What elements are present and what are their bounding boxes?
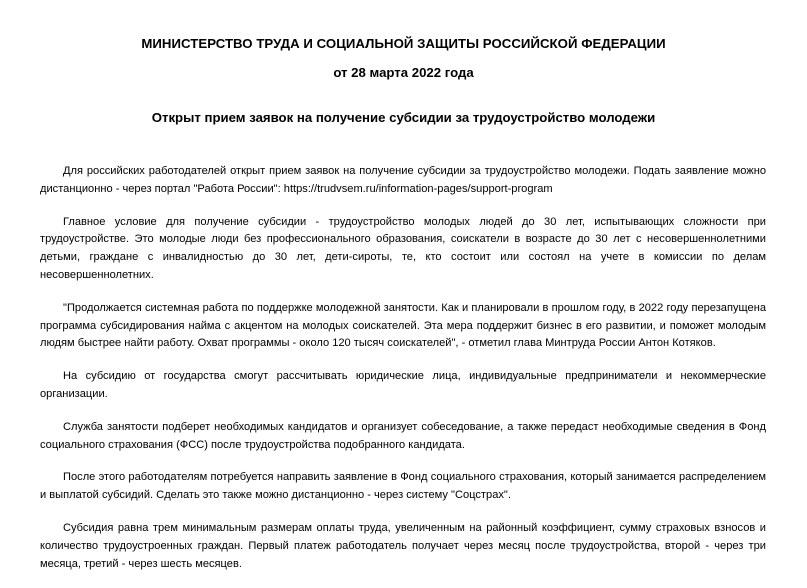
paragraph-subsidy-amount: Субсидия равна трем минимальным размерам оплаты труда, увеличенным на районный коэффициент, сумму страховых взносов и количество трудоустроенных граждан. Первый платеж работодатель получает через месяц после трудоустройства, второй - через три месяца, третий - через шесть месяцев. — [40, 521, 766, 570]
organization-heading: МИНИСТЕРСТВО ТРУДА И СОЦИАЛЬНОЙ ЗАЩИТЫ РОССИЙСКОЙ ФЕДЕРАЦИИ — [141, 36, 666, 51]
paragraph-application-portal: Для российских работодателей открыт прием заявок на получение субсидии за трудоустройство молодежи. Подать заявление можно дистанционно - через портал "Работа России": https://trudvsem.ru/information-pages/support-program — [40, 165, 766, 195]
document-title: Открыт прием заявок на получение субсидии за трудоустройство молодежи — [151, 110, 656, 125]
paragraph-eligible-employers: На субсидию от государства смогут рассчитывать юридические лица, индивидуальные предприниматели и некоммерческие организации. — [40, 370, 766, 400]
document-date: от 28 марта 2022 года — [333, 65, 474, 80]
paragraph-fss-application: После этого работодателям потребуется направить заявление в Фонд социального страхования, который занимается распределением и выплатой субсидий. Сделать это также можно дистанционно - через систему "Соцстрах". — [40, 471, 766, 502]
paragraph-employment-service: Служба занятости подберет необходимых кандидатов и организует собеседование, а также передаст необходимые сведения в Фонд социального страхования (ФСС) после трудоустройства подобранного кандидата. — [40, 420, 766, 451]
paragraph-main-condition: Главное условие для получение субсидии - трудоустройство молодых людей до 30 лет, испытывающих сложности при трудоустройстве. Это молодые люди без профессионального образования, соискатели в возрасте до 30 лет с несовершеннолетними детьми, граждане с инвалидностью до 30 лет, дети-сироты, те, кто состоит или состоял на учете в комиссии по делам несовершеннолетних. — [40, 215, 766, 281]
paragraph-minister-quote: "Продолжается системная работа по поддержке молодежной занятости. Как и планировали в прошлом году, в 2022 году перезапущена программа субсидирования найма с акцентом на молодых соискателей. Эта мера поддержит бизнес в его развитии, и поможет молодым людям быстрее найти работу. Охват программы - около 120 тысяч соискателей", - отметил глава Минтруда России Антон Котяков. — [40, 301, 766, 350]
document-body — [40, 163, 766, 588]
